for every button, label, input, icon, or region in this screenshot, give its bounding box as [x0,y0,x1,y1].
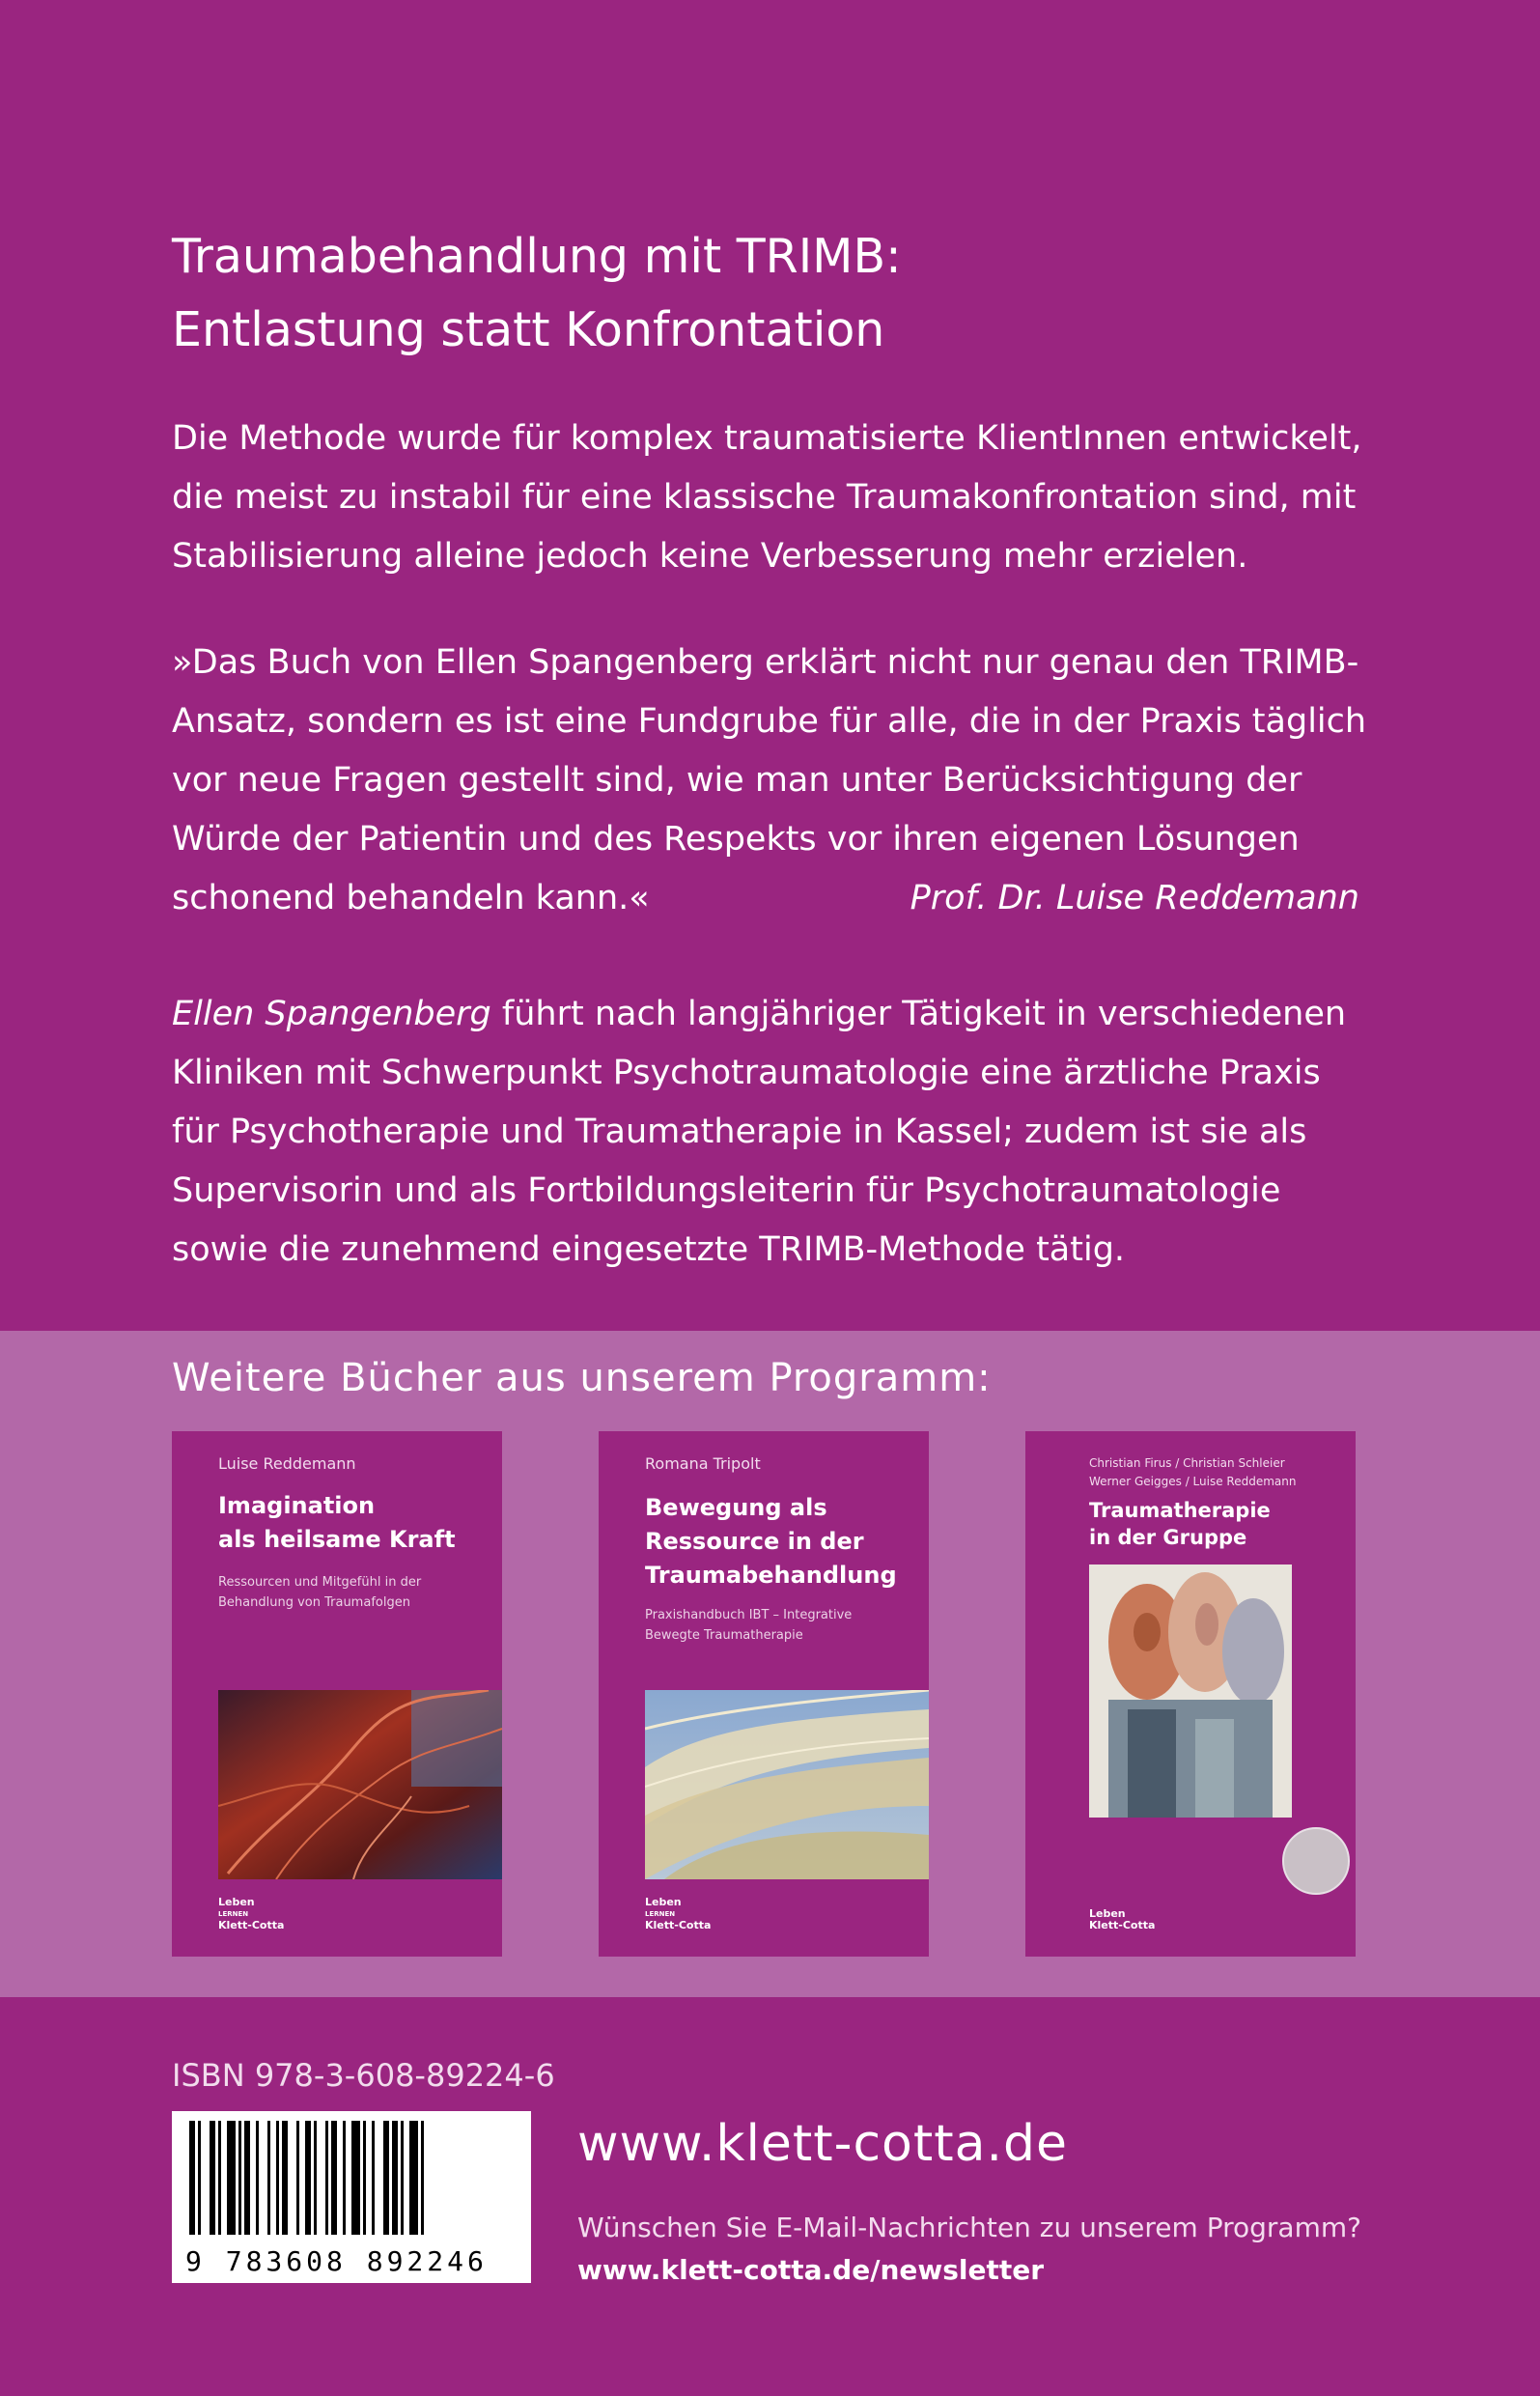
barcode-bar [363,2121,366,2235]
bio-line: sowie die zunehmend eingesetzte TRIMB-Methode tätig. [172,1230,1126,1269]
book-subtitle-line: Praxishandbuch IBT – Integrative [645,1608,853,1622]
intro-line: Stabilisierung alleine jedoch keine Verbesserung mehr erzielen. [172,537,1248,576]
barcode-digits: 9 783608 892246 [185,2245,488,2277]
barcode-bar [325,2121,328,2235]
newsletter-question: Wünschen Sie E-Mail-Nachrichten zu unserem Programm? [577,2212,1361,2243]
book-cover-bewegung[interactable] [599,1431,929,1957]
book-title [1089,1497,1359,1551]
barcode-bar [421,2121,424,2235]
logo-text: Leben [218,1896,255,1908]
logo-text: LERNEN [218,1910,249,1918]
bio-first-line [172,985,1427,1044]
intro-line: Die Methode wurde für komplex traumatisierte KlientInnen entwickelt, [172,419,1362,458]
barcode-bar [276,2121,279,2235]
book-title-line: Traumatherapie [1089,1499,1271,1522]
book-title-line: in der Gruppe [1089,1526,1247,1549]
publisher-logo [645,1897,711,1931]
book-author: Romana Tripolt [645,1454,761,1473]
book-author-line: Christian Firus / Christian Schleier [1089,1456,1285,1470]
barcode-bar [210,2121,215,2235]
quote-line-text: schonend behandeln kann.« [172,879,650,917]
barcode-bar [198,2121,201,2235]
book-title-line: als heilsame Kraft [218,1526,456,1553]
barcode-bar [401,2121,404,2235]
book-subtitle-line: Bewegte Traumatherapie [645,1628,803,1643]
book-subtitle-line: Behandlung von Traumafolgen [218,1595,410,1610]
barcode-bar [189,2121,195,2235]
bio-line: für Psychotherapie und Traumatherapie in Kassel; zudem ist sie als [172,1113,1307,1151]
abstract-faces-painting [1089,1564,1292,1818]
quote-attribution: Prof. Dr. Luise Reddemann [910,879,1359,917]
barcode-bar [256,2121,259,2235]
bio-line: Supervisorin und als Fortbildungsleiterin für Psychotraumatologie [172,1171,1281,1210]
book-subtitle-line: Ressourcen und Mitgefühl in der [218,1575,422,1590]
barcode-bar [372,2121,375,2235]
red-coral-fan-image [218,1690,502,1879]
barcode-bars [185,2121,518,2235]
logo-text: Klett-Cotta [218,1919,285,1931]
barcode-bar [314,2121,317,2235]
barcode-bar [244,2121,250,2235]
barcode-bar [267,2121,270,2235]
barcode-bar [392,2121,398,2235]
logo-text: Klett-Cotta [645,1919,712,1931]
barcode [172,2111,531,2283]
book-subtitle [645,1605,906,1646]
quote-line: Ansatz, sondern es ist eine Fundgrube für alle, die in der Praxis täglich [172,702,1367,741]
headline-line-1: Traumabehandlung mit TRIMB: [172,229,902,284]
bio-line: Kliniken mit Schwerpunkt Psychotraumatologie eine ärztliche Praxis [172,1054,1321,1092]
bio-line-text: führt nach langjähriger Tätigkeit in verschiedenen [490,995,1347,1033]
book-authors [1089,1454,1340,1491]
bio-author-name: Ellen Spangenberg [172,995,491,1033]
publisher-logo [1089,1908,1155,1931]
barcode-bar [218,2121,221,2235]
book-cover-imagination[interactable] [172,1431,502,1957]
logo-text: Klett-Cotta [1089,1919,1156,1931]
quote-paragraph [172,634,1427,928]
quote-line: vor neue Fragen gestellt sind, wie man unter Berücksichtigung der [172,761,1302,800]
barcode-bar [351,2121,360,2235]
barcode-bar [227,2121,236,2235]
book-title-line: Imagination [218,1492,376,1519]
quote-last-line [172,869,1427,928]
book-author: Luise Reddemann [218,1454,356,1473]
more-books-title: Weitere Bücher aus unserem Programm: [172,1356,992,1400]
quote-line: »Das Buch von Ellen Spangenberg erklärt nicht nur genau den TRIMB- [172,643,1359,682]
logo-text: Leben [1089,1907,1126,1920]
website-link[interactable]: www.klett-cotta.de [577,2115,1069,2173]
book-subtitle [218,1572,479,1613]
barcode-bar [331,2121,337,2235]
book-title [645,1491,915,1593]
logo-text: LERNEN [645,1910,676,1918]
barcode-bar [343,2121,346,2235]
headline [172,220,1408,367]
barcode-bar [296,2121,299,2235]
headline-line-2: Entlastung statt Konfrontation [172,302,885,357]
cd-disc-icon [1282,1827,1350,1895]
book-title [218,1489,489,1557]
isbn: ISBN 978-3-608-89224-6 [172,2057,555,2094]
book-cover-traumatherapie-gruppe[interactable] [1025,1431,1356,1957]
newsletter-link[interactable]: www.klett-cotta.de/newsletter [577,2254,1045,2286]
barcode-bar [282,2121,288,2235]
barcode-bar [409,2121,418,2235]
intro-paragraph [172,409,1427,586]
barcode-bar [305,2121,311,2235]
book-title-line: Ressource in der [645,1528,864,1555]
book-title-line: Bewegung als [645,1494,827,1521]
intro-line: die meist zu instabil für eine klassische Traumakonfrontation sind, mit [172,478,1357,517]
barcode-bar [238,2121,241,2235]
logo-text: Leben [645,1896,682,1908]
quote-line: Würde der Patientin und des Respekts vor ihren eigenen Lösungen [172,820,1300,859]
barcode-bar [383,2121,389,2235]
pampas-grass-image [645,1690,929,1879]
publisher-logo [218,1897,284,1931]
book-title-line: Traumabehandlung [645,1562,897,1589]
book-author-line: Werner Geigges / Luise Reddemann [1089,1475,1297,1488]
author-bio [172,985,1427,1280]
